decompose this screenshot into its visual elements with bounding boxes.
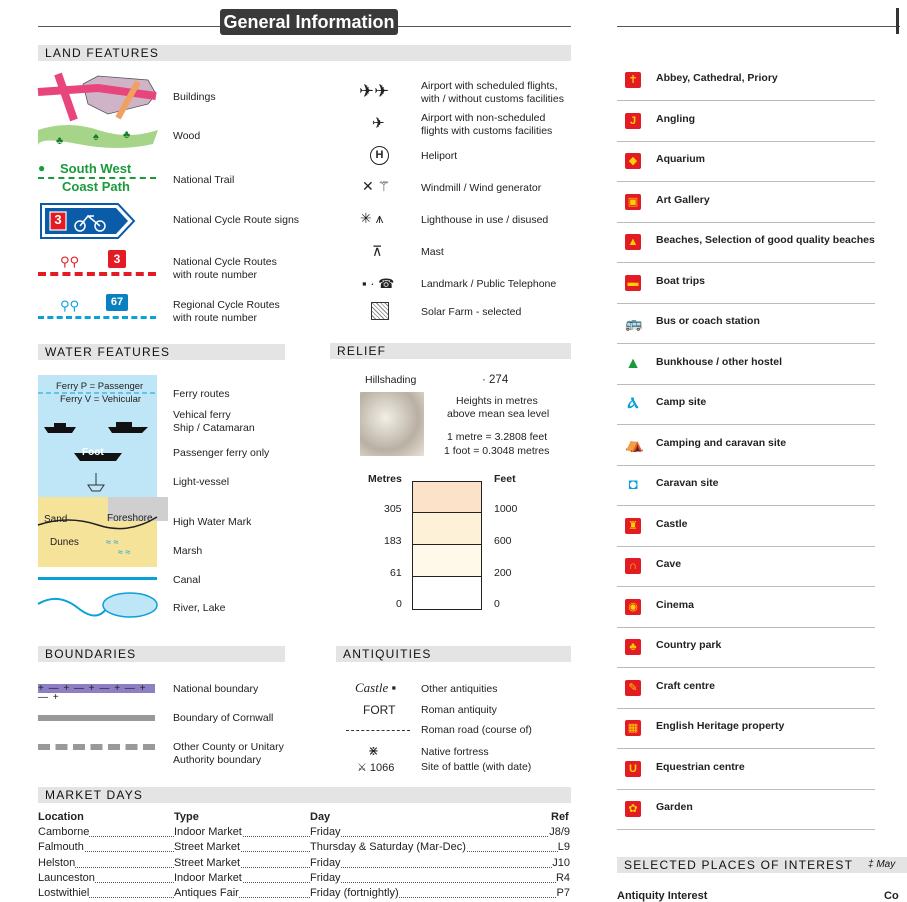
market-cell-ref: J10: [552, 856, 570, 869]
rcr-number: 67: [106, 294, 128, 311]
heights-label-2: above mean sea level: [447, 408, 550, 420]
windmill-label: Windmill / Wind generator: [421, 182, 542, 194]
beach-icon: ▲: [625, 234, 641, 250]
ferry-v-label: Ferry V = Vehicular: [60, 394, 142, 405]
camping-caravan-icon: ⛺: [625, 435, 644, 453]
battle-label: Site of battle (with date): [421, 761, 532, 773]
page-title: General Information: [220, 9, 398, 35]
county-boundary-label-2: Authority boundary: [173, 754, 262, 766]
market-row: [38, 825, 570, 840]
bicycle-icon: ⚲⚲: [60, 254, 80, 269]
bunkhouse-icon: ▲: [625, 354, 641, 372]
wood-label: Wood: [173, 130, 201, 142]
right-title-rule: [617, 26, 900, 27]
passenger-ferry-label: Passenger ferry only: [173, 447, 270, 459]
market-header-location: Location: [38, 811, 84, 823]
castle-sample-text: Castle: [355, 680, 389, 695]
poi-label: Equestrian centre: [656, 760, 745, 773]
national-boundary-line: + — + — + — + — + — +: [38, 684, 155, 693]
ncr-line: [38, 272, 156, 276]
section-water-features: WATER FEATURES: [38, 344, 285, 360]
art-gallery-icon: ▣: [625, 194, 641, 210]
other-antiquities-label: Other antiquities: [421, 683, 498, 695]
feet-value: 0: [494, 598, 500, 610]
ferry-routes-label: Ferry routes: [173, 388, 230, 400]
hillshading-sample: [360, 392, 424, 456]
poi-label: Camp site: [656, 396, 707, 408]
poi-label: Bus or coach station: [656, 315, 760, 327]
poi-item: [617, 668, 875, 709]
market-cell-type: Antiques Fair: [174, 887, 239, 900]
cave-icon: ∩: [625, 558, 641, 574]
poi-item: [617, 303, 875, 344]
landmark-telephone-icon: ▪ · ☎: [362, 276, 395, 291]
river-label: River, Lake: [173, 602, 226, 614]
poi-label: Aquarium: [656, 153, 706, 165]
water-panel: [38, 375, 157, 565]
market-row: [38, 840, 570, 855]
poi-item: [617, 465, 875, 506]
fort-sample: FORT: [363, 703, 396, 717]
market-cell-location: Camborne: [38, 826, 90, 838]
relief-band-high: [412, 512, 482, 545]
poi-label: Cinema: [656, 598, 694, 611]
poi-item: [617, 587, 875, 628]
feet-value: 600: [494, 535, 512, 547]
hillshading-label: Hillshading: [365, 374, 417, 386]
lighthouse-icon: ✳ ⩚: [360, 210, 384, 226]
poi-label: Camping and caravan site: [656, 436, 787, 449]
relief-band-low: [412, 576, 482, 610]
poi-item: [617, 141, 875, 182]
poi-item: [617, 344, 875, 385]
poi-item: [617, 182, 875, 223]
windmill-icon: ✕ ⚚: [362, 178, 391, 194]
river-lake-symbol: [38, 590, 160, 624]
national-trail-label: National Trail: [173, 174, 235, 186]
relief-band-highest: [412, 481, 482, 513]
poi-label: Country park: [656, 639, 722, 651]
castle-icon: ♜: [625, 518, 641, 534]
fortress-icon: ⋇: [368, 743, 379, 758]
svg-text:♣: ♣: [123, 129, 131, 141]
rcr-label-2: with route number: [173, 312, 258, 324]
section-boundaries: BOUNDARIES: [38, 646, 285, 662]
conversion-label-1: 1 metre = 3.2808 feet: [447, 431, 548, 443]
heights-label-1: Heights in metres: [456, 395, 538, 407]
airport-icon: ✈✈: [359, 81, 390, 101]
metres-value: 0: [396, 598, 402, 610]
native-fortress-label: Native fortress: [421, 746, 489, 758]
poi-label: English Heritage property: [656, 720, 785, 732]
battle-year: 1066: [369, 762, 395, 774]
poi-label: Angling: [656, 112, 696, 125]
ncr-label-2: with route number: [173, 269, 258, 281]
market-cell-type: Street Market: [174, 856, 241, 869]
poi-item: [617, 425, 875, 466]
poi-heading: SELECTED PLACES OF INTEREST: [624, 858, 854, 872]
vehical-ferry-label-2: Ship / Catamaran: [173, 422, 255, 434]
acorn-icon: ●: [38, 161, 46, 175]
castle-sample: Castle ▪: [355, 680, 397, 695]
spot-height: · 274: [482, 374, 509, 386]
relief-band-mid: [412, 544, 482, 577]
cornwall-boundary-line: [38, 715, 155, 721]
national-boundary-label: National boundary: [173, 683, 259, 695]
dunes-label: Dunes: [50, 537, 79, 548]
roman-road-line: [346, 730, 410, 731]
poi-label: Garden: [656, 801, 693, 813]
market-cell-location: Falmouth: [38, 841, 84, 854]
poi-label: Boat trips: [656, 274, 706, 287]
section-relief: RELIEF: [330, 343, 571, 359]
market-cell-type: Street Market: [174, 841, 241, 854]
cinema-icon: ◉: [625, 599, 641, 615]
bicycle-icon: ⚲⚲: [60, 298, 80, 313]
poi-item: [617, 708, 875, 749]
airfield-icon: ✈: [372, 115, 385, 132]
feet-value: 200: [494, 567, 512, 579]
metres-value: 183: [384, 535, 402, 547]
section-antiquities: ANTIQUITIES: [336, 646, 571, 662]
svg-text:♠: ♠: [93, 131, 99, 143]
market-header-type: Type: [174, 811, 199, 823]
poi-sub-left: Antiquity Interest: [617, 890, 708, 902]
solar-farm-icon: [371, 302, 389, 320]
cornwall-boundary-label: Boundary of Cornwall: [173, 712, 274, 724]
light-vessel-label: Light-vessel: [173, 476, 230, 488]
bus-icon: 🚌: [625, 315, 643, 331]
poi-label: Bunkhouse / other hostel: [656, 355, 783, 368]
market-header-day: Day: [310, 811, 331, 823]
poi-label: Abbey, Cathedral, Priory: [656, 72, 778, 84]
svg-text:≈ ≈: ≈ ≈: [106, 537, 119, 547]
poi-label: Caravan site: [656, 477, 719, 489]
country-park-icon: ♣: [625, 639, 641, 655]
canal-line: [38, 577, 157, 580]
airport1-label-1: Airport with scheduled flights,: [421, 80, 558, 92]
section-places-of-interest: [617, 857, 907, 873]
market-cell-location: Launceston: [38, 871, 95, 884]
market-cell-day: Friday: [310, 856, 341, 869]
craft-centre-icon: ✎: [625, 680, 641, 696]
poi-label: Cave: [656, 558, 682, 570]
ferry-p-label: Ferry P = Passenger: [56, 381, 144, 392]
ncr-label-1: National Cycle Routes: [173, 256, 277, 268]
high-water-label: High Water Mark: [173, 516, 252, 528]
market-cell-ref: P7: [556, 887, 570, 900]
foreshore-label: Foreshore: [107, 513, 153, 524]
section-land-features: LAND FEATURES: [38, 45, 571, 61]
market-cell-ref: R4: [555, 871, 570, 884]
market-row: [38, 871, 570, 886]
market-cell-location: Lostwithiel: [38, 887, 90, 900]
aquarium-icon: ◆: [625, 153, 641, 169]
landmark-label: Landmark / Public Telephone: [421, 278, 557, 290]
foot-ferry-label: Foot: [82, 447, 104, 458]
lighthouse-label: Lighthouse in use / disused: [421, 214, 549, 226]
buildings-label: Buildings: [173, 91, 216, 103]
metres-value: 61: [390, 567, 402, 579]
roman-antiquity-label: Roman antiquity: [421, 704, 497, 716]
battle-sample: ⚔ 1066: [357, 762, 395, 774]
camp-site-icon: Ⲁ: [627, 395, 639, 412]
svg-text:♣: ♣: [56, 135, 64, 147]
market-row: [38, 856, 570, 871]
mast-label: Mast: [421, 246, 444, 258]
svg-text:≈ ≈: ≈ ≈: [118, 547, 131, 557]
airport1-label-2: with / without customs facilities: [421, 93, 564, 105]
canal-label: Canal: [173, 574, 201, 586]
poi-item: [617, 627, 875, 668]
rcr-line: [38, 316, 156, 319]
poi-note: ‡ May: [868, 859, 896, 870]
poi-item: [617, 546, 875, 587]
rcr-label-1: Regional Cycle Routes: [173, 299, 280, 311]
poi-item: [617, 101, 875, 142]
ncr-number: 3: [108, 250, 126, 268]
boat-trips-icon: ▬: [625, 275, 641, 291]
market-cell-type: Indoor Market: [174, 871, 242, 884]
heliport-label: Heliport: [421, 150, 458, 162]
poi-label: Craft centre: [656, 679, 715, 692]
market-cell-ref: J8/9: [549, 826, 570, 838]
wood-symbol: [38, 124, 158, 150]
trail-sample-line1: South West: [60, 161, 132, 176]
market-row: [38, 886, 570, 901]
market-cell-day: Thursday & Saturday (Mar-Dec): [310, 841, 466, 854]
caravan-icon: ◘: [628, 476, 638, 493]
roman-road-label: Roman road (course of): [421, 724, 532, 736]
marsh-label: Marsh: [173, 545, 203, 557]
poi-item: [617, 384, 875, 425]
market-cell-type: Indoor Market: [174, 826, 242, 838]
metres-value: 305: [384, 503, 402, 515]
market-cell-day: Friday: [310, 826, 341, 838]
cycle-sign-number: 3: [54, 212, 62, 227]
poi-sub-right: Co: [884, 890, 899, 902]
conversion-label-2: 1 foot = 0.3048 metres: [444, 445, 550, 457]
poi-label: Castle: [656, 517, 688, 530]
metres-header: Metres: [368, 473, 402, 485]
feet-value: 1000: [494, 503, 518, 515]
airport2-label-2: flights with customs facilities: [421, 125, 553, 137]
county-boundary-line: [38, 744, 155, 750]
poi-label: Art Gallery: [656, 193, 710, 206]
solar-label: Solar Farm - selected: [421, 306, 522, 318]
market-header-ref: Ref: [551, 811, 569, 823]
section-market-days: MARKET DAYS: [38, 787, 571, 803]
garden-icon: ✿: [625, 801, 641, 817]
abbey-icon: ✝: [625, 72, 641, 88]
poi-item: [617, 789, 875, 830]
trail-line: [38, 177, 156, 179]
airport2-label-1: Airport with non-scheduled: [421, 112, 546, 124]
market-cell-location: Helston: [38, 856, 76, 869]
vehical-ferry-label-1: Vehical ferry: [173, 409, 231, 421]
feet-header: Feet: [494, 473, 516, 485]
english-heritage-icon: ▦: [625, 720, 641, 736]
poi-item: [617, 749, 875, 790]
market-cell-ref: L9: [557, 841, 570, 854]
sand-label: Sand: [44, 514, 68, 525]
angling-icon: J: [625, 113, 641, 129]
market-cell-day: Friday (fortnightly): [310, 887, 399, 900]
county-boundary-label-1: Other County or Unitary: [173, 741, 284, 753]
poi-item: [617, 60, 875, 101]
cycle-signs-label: National Cycle Route signs: [173, 214, 300, 226]
poi-item: [617, 222, 875, 263]
right-edge-mark: [896, 8, 899, 34]
market-cell-day: Friday: [310, 871, 341, 884]
poi-label: Beaches, Selection of good quality beaches: [656, 234, 875, 246]
trail-sample-line2: Coast Path: [62, 179, 130, 194]
poi-item: [617, 263, 875, 304]
buildings-symbol: [38, 74, 158, 122]
spot-height-value: 274: [489, 374, 509, 386]
poi-item: [617, 506, 875, 547]
mast-icon: ⊼: [372, 243, 383, 259]
equestrian-icon: U: [625, 761, 641, 777]
heliport-icon: H: [370, 146, 389, 165]
